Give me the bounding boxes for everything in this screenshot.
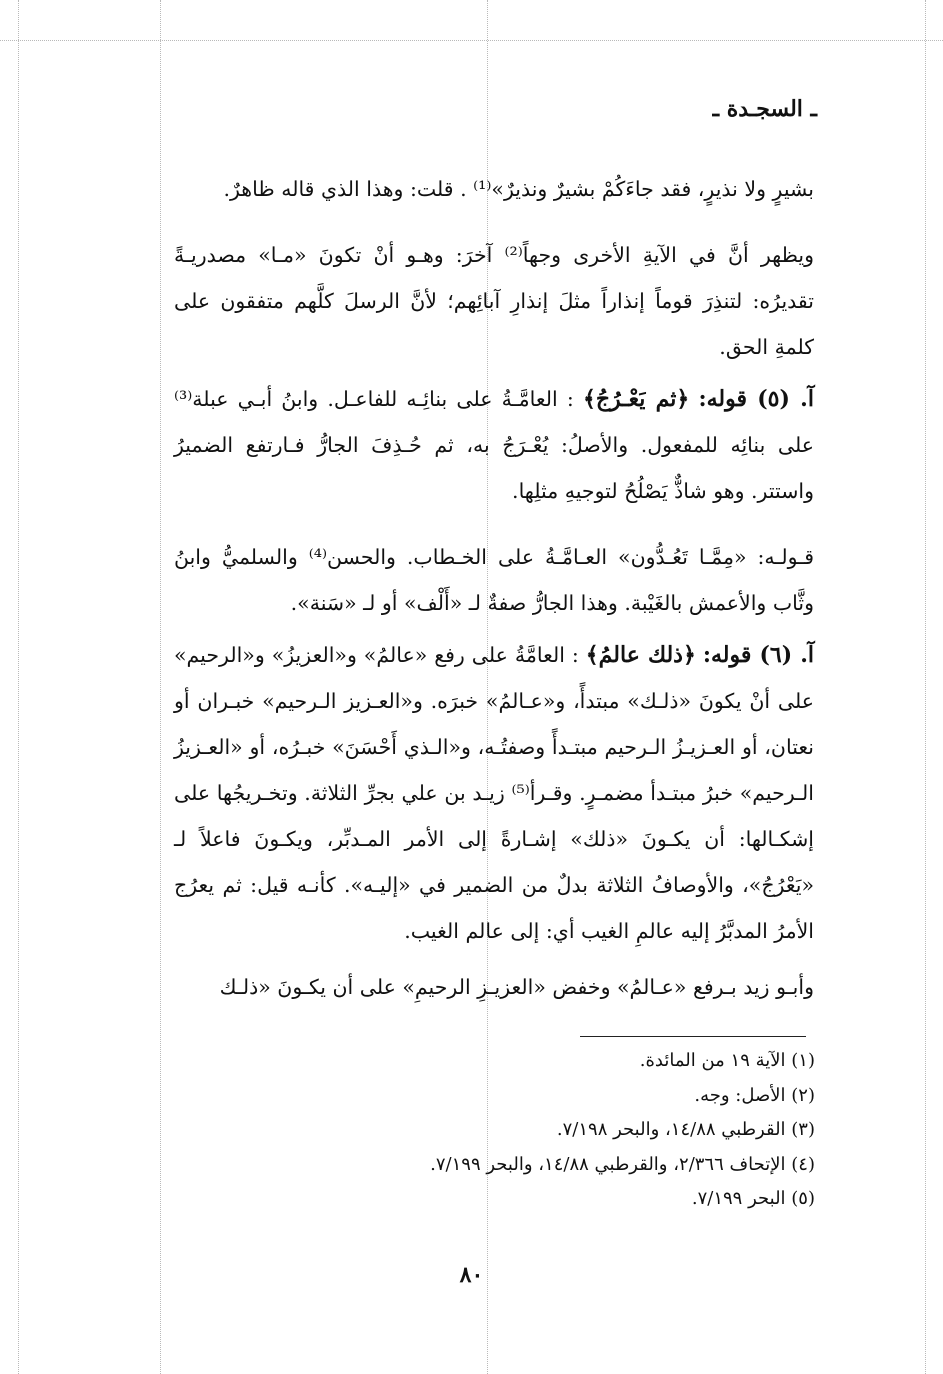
paragraph-4-text: قـولـه: «مِمَّـا تَعُـدُّون» العـامَّـةُ على الخـطاب. والحسن⁽⁴⁾ والسلميُّ وابنُ وثَّاب والأعمش بالغَيْبة. وهذا الجارُّ صفةٌ لـ «أَلْف» أو لـ «سَنة». — [174, 545, 815, 615]
paragraph-6 — [174, 964, 814, 1010]
footnote: (٤) الإتحاف ٢/٣٦٦، والقرطبي ١٤/٨٨، والبحر ٧/١٩٩. — [430, 1153, 815, 1175]
footnote: (٢) الأصل: وجه. — [694, 1084, 815, 1106]
verse-commentary: : العامَّـةُ على بنائِـه للفاعـل. وابنُ أبـي عبلة⁽³⁾ على بنائِه للمفعول. والأصلُ: يُعْـرَجُ به، ثم حُـذِفَ الجارُّ فـارتفع الضميرُ واستتر. وهو شاذٌّ يَصْلُحُ لتوجيهِ مثلِها. — [174, 387, 814, 503]
verse-quote: ﴿ذلك عالمُ﴾ — [585, 642, 696, 668]
footnote: (٣) القرطبي ١٤/٨٨، والبحر ٧/١٩٨. — [556, 1119, 815, 1140]
verse-quote: ﴿ثم يَعْـرُجُ﴾ — [582, 386, 690, 412]
paragraph-1-text: بشيرٍ ولا نذيرٍ، فقد جاءَكُمْ بشيرٌ ونذيرٌ»⁽¹⁾ . قلت: وهذا الذي قاله ظاهرٌ. — [223, 177, 814, 201]
paragraph-2-text: ويظهر أنَّ في الآيةِ الأخرى وجهاً⁽²⁾ آخرَ: وهـو أنْ تكونَ «مـا» مصدريـةً تقديرُه: لتنذِرَ قوماً إنذاراً مثلَ إنذارِ آبائِهم؛ لأنَّ الرسلَ كلَّهم متفقون على كلمةِ الحق. — [174, 243, 815, 359]
paragraph-verse-6 — [174, 632, 814, 954]
paragraph-6-text: وأبـو زيد بـرفع «عـالمُ» وخفض «العزيـزِ الرحيمِ» على أن يكـونَ «ذلـك — [219, 975, 814, 999]
footnotes — [255, 1044, 815, 1217]
scan-guide-line — [0, 40, 943, 41]
footnote: (٥) البحر ٧/١٩٩. — [691, 1188, 815, 1209]
paragraph-1 — [174, 166, 814, 212]
scan-guide-line — [18, 0, 19, 1374]
verse-label: آ. (٦) قوله: — [702, 642, 814, 668]
verse-label: آ. (٥) قوله: — [698, 386, 814, 412]
paragraph-2 — [174, 232, 814, 370]
paragraph-4 — [174, 534, 814, 626]
footnote-divider — [580, 1036, 806, 1037]
footnote: (١) الآية ١٩ من المائدة. — [639, 1050, 815, 1071]
page-number: ٨٠ — [459, 1262, 484, 1288]
verse-commentary: : العامَّةُ على رفع «عالمُ» و«العزيزُ» و«الرحيم» على أنْ يكونَ «ذلـك» مبتدأً، و«عـالمُ» خبرَه. و«العـزيز الـرحيم» خبـران أو نعتان، أو العـزيـزُ الـرحيم مبتـدأً وصفتُـه، و«الـذي أَحْسَنَ» خبـرُه، أو «العـزيزُ الـرحيم» خبرُ مبتـدأ مضمـرٍ. وقـرأ⁽⁵⁾ زيـد بن علي بجرِّ الثلاثة. وتخـريجُها على إشكـالها: أن يكـونَ «ذلك» إشـارةً إلى الأمر المـدبِّر، ويكـونَ فاعلاً لـ «يَعْرُجُ»، والأوصافُ الثلاثة بدلٌ من الضمير في «إليـه». كأنـه قيل: ثم يعرُج الأمرُ المدبَّرُ إليه عالمِ الغيب أي: إلى عالم الغيب. — [174, 643, 815, 943]
scan-guide-line — [925, 0, 926, 1374]
paragraph-verse-5 — [174, 376, 814, 514]
running-header: ـ السجـدة ـ — [712, 96, 817, 122]
scan-guide-line — [160, 0, 161, 1374]
